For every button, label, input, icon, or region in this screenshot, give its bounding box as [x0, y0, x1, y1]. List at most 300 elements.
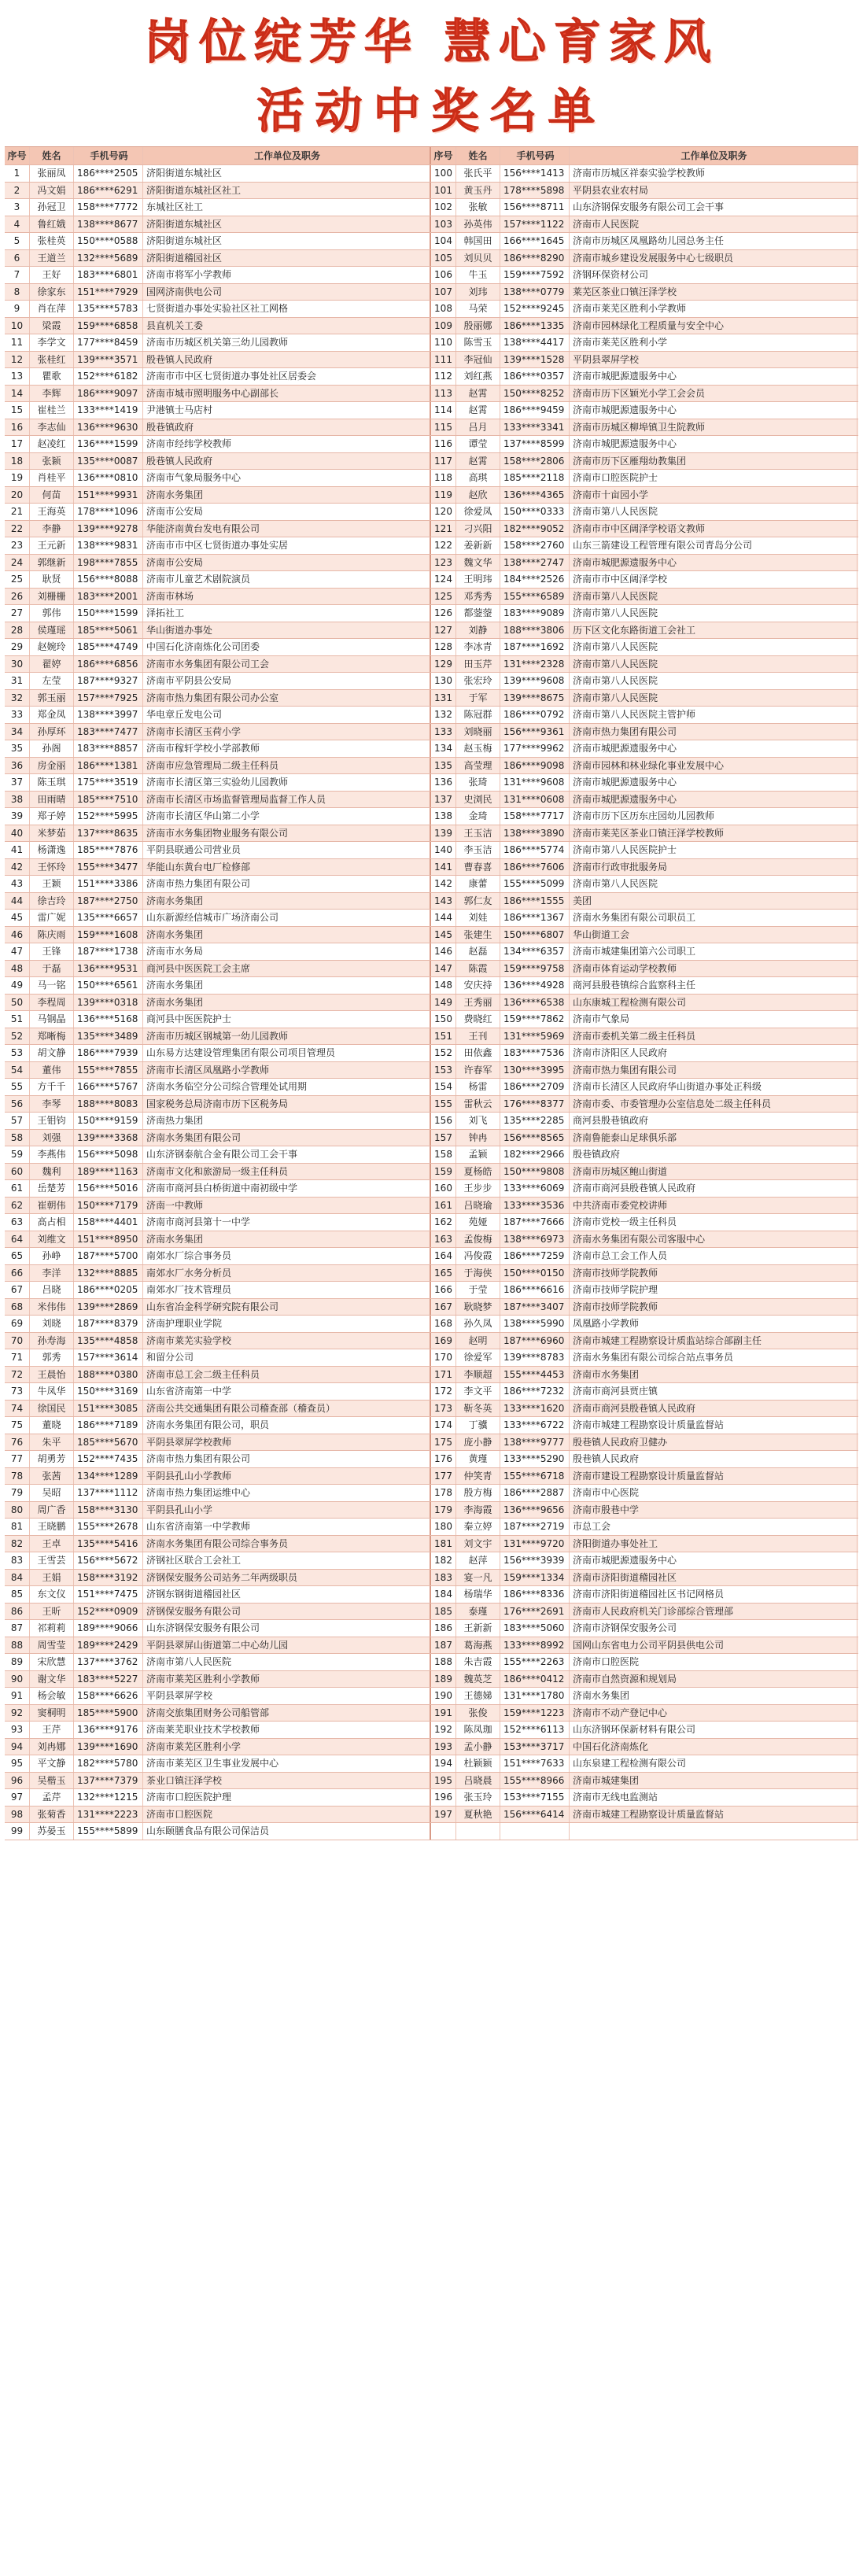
right-phone-cell: 156****1413	[500, 165, 570, 182]
right-name-cell: 刘飞	[456, 1113, 500, 1129]
left-no-cell: 25	[5, 571, 30, 588]
left-phone-cell: 152****5995	[74, 808, 143, 825]
left-org-cell: 济南市儿童艺术剧院演员	[143, 571, 431, 588]
left-phone-cell: 156****5098	[74, 1146, 143, 1163]
right-no-cell: 163	[431, 1231, 456, 1248]
right-org-cell: 殷巷镇人民政府	[570, 1451, 857, 1467]
left-no-cell: 9	[5, 301, 30, 317]
right-org-cell: 济南市人民医院	[570, 216, 857, 233]
left-name-cell: 左莹	[30, 673, 74, 689]
left-no-cell: 32	[5, 690, 30, 707]
left-name-cell: 郑金凤	[30, 707, 74, 723]
left-no-cell: 27	[5, 605, 30, 622]
right-name-cell: 邓秀秀	[456, 589, 500, 605]
left-org-cell: 济南水务集团	[143, 893, 431, 910]
right-org-cell: 济南市热力集团有限公司	[570, 1062, 857, 1079]
left-phone-cell: 158****6626	[74, 1688, 143, 1704]
left-org-cell: 济南市城市照明服务中心副部长	[143, 386, 431, 402]
right-no-cell: 127	[431, 622, 456, 639]
right-name-cell	[456, 1823, 500, 1840]
left-no-cell: 31	[5, 673, 30, 689]
right-no-cell: 136	[431, 774, 456, 791]
winners-table	[5, 146, 858, 1840]
right-org-cell: 济南市城肥源遗服务中心	[570, 740, 857, 757]
left-org-cell: 济南市平阴县公安局	[143, 673, 431, 689]
right-org-cell: 济南市不动产登记中心	[570, 1705, 857, 1722]
left-phone-cell: 137****3762	[74, 1654, 143, 1670]
left-org-cell: 济南市热力集团有限公司	[143, 1451, 431, 1467]
left-org-cell: 平阴县翠屏学校	[143, 1688, 431, 1704]
right-org-cell: 国网山东省电力公司平阴县供电公司	[570, 1637, 857, 1654]
right-phone-cell: 152****6113	[500, 1722, 570, 1738]
right-org-cell: 济南水务集团有限公司职员工	[570, 910, 857, 926]
left-no-cell: 37	[5, 774, 30, 791]
left-org-cell: 济南市将军小学教师	[143, 267, 431, 283]
right-phone-cell: 138****6973	[500, 1231, 570, 1248]
right-name-cell: 王明玮	[456, 571, 500, 588]
left-phone-cell: 178****1096	[74, 504, 143, 520]
right-name-cell: 吕晓晨	[456, 1773, 500, 1789]
right-no-cell: 139	[431, 825, 456, 842]
left-phone-cell: 188****8083	[74, 1096, 143, 1113]
right-name-cell: 陈凤珈	[456, 1722, 500, 1738]
table-row	[5, 386, 858, 403]
right-phone-cell: 138****9777	[500, 1434, 570, 1451]
right-no-cell: 108	[431, 301, 456, 317]
right-name-cell: 丁骥	[456, 1417, 500, 1434]
table-row	[5, 402, 858, 419]
right-name-cell: 马荣	[456, 301, 500, 317]
left-org-cell: 济南市市中区七贤街道办事处社区居委会	[143, 368, 431, 385]
left-no-cell: 73	[5, 1383, 30, 1400]
right-org-cell: 济南市城建集团	[570, 1773, 857, 1789]
right-phone-cell: 136****4928	[500, 977, 570, 994]
table-row	[5, 436, 858, 453]
left-no-cell: 99	[5, 1823, 30, 1840]
right-org-cell: 济南市城肥源遗服务中心	[570, 555, 857, 571]
right-no-cell: 158	[431, 1146, 456, 1163]
right-name-cell: 仲笑青	[456, 1468, 500, 1485]
left-phone-cell: 139****1690	[74, 1739, 143, 1755]
right-name-cell: 刘静	[456, 622, 500, 639]
right-phone-cell: 133****6722	[500, 1417, 570, 1434]
left-name-cell: 赵凌红	[30, 436, 74, 452]
left-name-cell: 王晨怡	[30, 1367, 74, 1383]
right-phone-cell: 150****8252	[500, 386, 570, 402]
right-phone-cell: 136****4365	[500, 487, 570, 504]
right-org-cell: 济阳街道办事处社工	[570, 1536, 857, 1552]
left-name-cell: 于磊	[30, 961, 74, 977]
right-no-cell: 118	[431, 470, 456, 486]
right-phone-cell: 139****9608	[500, 673, 570, 689]
right-no-cell: 189	[431, 1671, 456, 1688]
left-org-cell: 济钢社区联合工会社工	[143, 1552, 431, 1569]
right-phone-cell: 178****5898	[500, 183, 570, 199]
right-no-cell: 120	[431, 504, 456, 520]
table-row	[5, 301, 858, 318]
right-org-cell: 济南市技师学院护理	[570, 1282, 857, 1298]
right-phone-cell: 150****6807	[500, 927, 570, 943]
left-name-cell: 冯文娟	[30, 183, 74, 199]
right-phone-cell: 155****5099	[500, 876, 570, 892]
left-no-cell: 92	[5, 1705, 30, 1722]
right-no-cell: 103	[431, 216, 456, 233]
table-row	[5, 1604, 858, 1621]
right-phone-cell: 131****5969	[500, 1028, 570, 1045]
left-no-cell: 61	[5, 1180, 30, 1197]
right-name-cell: 韩国田	[456, 233, 500, 249]
right-org-cell: 济南市商河县殷巷镇人民政府	[570, 1401, 857, 1417]
right-phone-cell: 133****1620	[500, 1401, 570, 1417]
left-phone-cell: 136****5168	[74, 1011, 143, 1028]
table-row	[5, 1519, 858, 1536]
left-org-cell: 济南市莱芜实验学校	[143, 1333, 431, 1349]
table-row	[5, 808, 858, 825]
left-name-cell: 马一铭	[30, 977, 74, 994]
left-no-cell: 47	[5, 943, 30, 960]
right-name-cell: 魏英芝	[456, 1671, 500, 1688]
right-name-cell: 许春军	[456, 1062, 500, 1079]
left-no-cell: 26	[5, 589, 30, 605]
right-no-cell: 125	[431, 589, 456, 605]
right-org-cell: 济南市济钢保安服务公司	[570, 1620, 857, 1637]
left-org-cell: 济阳街道东城社区	[143, 216, 431, 233]
left-no-cell: 59	[5, 1146, 30, 1163]
table-row	[5, 1146, 858, 1164]
table-row	[5, 1198, 858, 1215]
left-no-cell: 72	[5, 1367, 30, 1383]
right-phone-cell: 133****3536	[500, 1198, 570, 1214]
left-name-cell: 吴楷玉	[30, 1773, 74, 1789]
left-no-cell: 39	[5, 808, 30, 825]
left-no-cell: 7	[5, 267, 30, 283]
left-name-cell: 张桂红	[30, 352, 74, 368]
table-row	[5, 199, 858, 216]
right-name-cell: 刘娃	[456, 910, 500, 926]
left-name-cell: 张颖	[30, 453, 74, 470]
right-org-cell: 济南市城肥源遗服务中心	[570, 436, 857, 452]
right-org-cell: 济南市市中区阔泽学校语文教师	[570, 521, 857, 537]
right-name-cell: 靳冬英	[456, 1401, 500, 1417]
right-no-cell: 173	[431, 1401, 456, 1417]
left-no-cell: 10	[5, 318, 30, 334]
table-row	[5, 1417, 858, 1434]
left-no-cell: 14	[5, 386, 30, 402]
left-phone-cell: 150****7179	[74, 1198, 143, 1214]
left-no-cell: 22	[5, 521, 30, 537]
left-phone-cell: 150****0588	[74, 233, 143, 249]
right-no-cell: 132	[431, 707, 456, 723]
table-row	[5, 183, 858, 200]
right-no-cell: 180	[431, 1519, 456, 1535]
left-no-cell: 15	[5, 402, 30, 419]
left-name-cell: 平文静	[30, 1755, 74, 1772]
left-org-cell: 山东易方达建设管理集团有限公司项目管理员	[143, 1045, 431, 1061]
left-name-cell: 胡勇芳	[30, 1451, 74, 1467]
right-no-cell: 193	[431, 1739, 456, 1755]
left-phone-cell: 158****7772	[74, 199, 143, 216]
right-phone-cell: 176****2691	[500, 1604, 570, 1620]
left-name-cell: 周广香	[30, 1502, 74, 1519]
left-no-cell: 93	[5, 1722, 30, 1738]
left-name-cell: 祁莉莉	[30, 1620, 74, 1637]
left-name-cell: 孙峥	[30, 1248, 74, 1264]
right-org-cell: 济南市第八人民医院	[570, 656, 857, 673]
right-no-cell: 165	[431, 1265, 456, 1282]
left-phone-cell: 152****7435	[74, 1451, 143, 1467]
header-org-right: 工作单位及职务	[570, 147, 857, 164]
right-org-cell: 济南市水务集团	[570, 1367, 857, 1383]
table-row	[5, 1688, 858, 1705]
left-org-cell: 殷巷镇人民政府	[143, 453, 431, 470]
left-no-cell: 11	[5, 334, 30, 351]
left-phone-cell: 139****3571	[74, 352, 143, 368]
right-phone-cell: 166****1645	[500, 233, 570, 249]
table-row	[5, 1823, 858, 1840]
table-row	[5, 352, 858, 369]
right-name-cell: 秦立婷	[456, 1519, 500, 1535]
left-name-cell: 孙阁	[30, 740, 74, 757]
right-org-cell: 济南市口腔医院	[570, 1654, 857, 1670]
right-org-cell: 济南市第八人民医院	[570, 876, 857, 892]
left-name-cell: 徐家东	[30, 284, 74, 301]
left-phone-cell: 183****2001	[74, 589, 143, 605]
right-no-cell: 142	[431, 876, 456, 892]
right-phone-cell: 185****2118	[500, 470, 570, 486]
left-no-cell: 12	[5, 352, 30, 368]
left-phone-cell: 139****2869	[74, 1299, 143, 1316]
left-name-cell: 董晓	[30, 1417, 74, 1434]
left-org-cell: 尹港镇士马店村	[143, 402, 431, 419]
right-org-cell: 济南市园林绿化工程质量与安全中心	[570, 318, 857, 334]
left-org-cell: 济南护理职业学院	[143, 1316, 431, 1332]
right-org-cell: 平阴县翠屏学校	[570, 352, 857, 368]
right-no-cell: 160	[431, 1180, 456, 1197]
left-org-cell: 济南市长清区市场监督管理局监督工作人员	[143, 792, 431, 808]
left-phone-cell: 157****7925	[74, 690, 143, 707]
left-no-cell: 36	[5, 758, 30, 774]
left-no-cell: 83	[5, 1552, 30, 1569]
right-org-cell: 美团	[570, 893, 857, 910]
left-name-cell: 崔朝伟	[30, 1198, 74, 1214]
left-phone-cell: 189****1163	[74, 1164, 143, 1180]
right-no-cell: 141	[431, 859, 456, 876]
right-no-cell: 110	[431, 334, 456, 351]
right-org-cell: 济南市长清区人民政府华山街道办事处正科级	[570, 1079, 857, 1095]
right-name-cell: 刘玮	[456, 284, 500, 301]
right-name-cell: 刁兴阳	[456, 521, 500, 537]
right-name-cell: 金琦	[456, 808, 500, 825]
table-row	[5, 1062, 858, 1079]
right-org-cell: 济南市口腔医院护士	[570, 470, 857, 486]
left-name-cell: 王雪芸	[30, 1552, 74, 1569]
right-phone-cell: 186****6616	[500, 1282, 570, 1298]
left-org-cell: 济南市水务集团物业服务有限公司	[143, 825, 431, 842]
right-name-cell: 陈雪玉	[456, 334, 500, 351]
left-org-cell: 济南市市中区七贤街道办事处实居	[143, 537, 431, 554]
left-no-cell: 8	[5, 284, 30, 301]
left-org-cell: 济南市莱芜区胜利小学教师	[143, 1671, 431, 1688]
table-row	[5, 1299, 858, 1316]
table-row	[5, 977, 858, 995]
right-org-cell: 济南市第八人民医院	[570, 690, 857, 707]
left-name-cell: 陈庆雨	[30, 927, 74, 943]
right-org-cell: 济南市第八人民医院	[570, 605, 857, 622]
table-row	[5, 1011, 858, 1028]
left-phone-cell: 139****0318	[74, 995, 143, 1011]
right-name-cell: 徐爱凤	[456, 504, 500, 520]
right-name-cell: 姜新新	[456, 537, 500, 554]
right-org-cell: 济南市城肥源遗服务中心	[570, 1552, 857, 1569]
table-row	[5, 910, 858, 927]
table-row	[5, 1468, 858, 1485]
table-row	[5, 1231, 858, 1249]
table-row	[5, 419, 858, 437]
right-name-cell: 李玉洁	[456, 842, 500, 858]
left-phone-cell: 135****5783	[74, 301, 143, 317]
left-name-cell: 李琴	[30, 1096, 74, 1113]
table-row	[5, 927, 858, 944]
left-no-cell: 46	[5, 927, 30, 943]
left-no-cell: 77	[5, 1451, 30, 1467]
right-phone-cell: 138****5990	[500, 1316, 570, 1332]
right-no-cell: 179	[431, 1502, 456, 1519]
left-phone-cell: 135****4858	[74, 1333, 143, 1349]
left-no-cell: 40	[5, 825, 30, 842]
left-no-cell: 66	[5, 1265, 30, 1282]
left-phone-cell: 151****7929	[74, 284, 143, 301]
left-name-cell: 王好	[30, 267, 74, 283]
left-org-cell: 济南水务集团有限公司综合事务员	[143, 1536, 431, 1552]
left-phone-cell: 185****4749	[74, 639, 143, 655]
left-name-cell: 牛凤华	[30, 1383, 74, 1400]
right-no-cell: 169	[431, 1333, 456, 1349]
table-row	[5, 724, 858, 741]
right-phone-cell: 131****2328	[500, 656, 570, 673]
right-no-cell: 182	[431, 1552, 456, 1569]
right-phone-cell: 159****7592	[500, 267, 570, 283]
right-phone-cell: 131****1780	[500, 1688, 570, 1704]
left-org-cell: 济南市长清区华山第二小学	[143, 808, 431, 825]
right-name-cell: 安庆持	[456, 977, 500, 994]
left-no-cell: 42	[5, 859, 30, 876]
table-row	[5, 1113, 858, 1130]
table-row	[5, 453, 858, 471]
left-org-cell: 济阳街道东城社区社工	[143, 183, 431, 199]
left-org-cell: 茶业口镇汪泽学校	[143, 1773, 431, 1789]
right-no-cell: 191	[431, 1705, 456, 1722]
right-no-cell: 146	[431, 943, 456, 960]
table-row	[5, 1620, 858, 1637]
left-name-cell: 孟芹	[30, 1789, 74, 1806]
left-org-cell: 济阳街道东城社区	[143, 165, 431, 182]
left-phone-cell: 136****0810	[74, 470, 143, 486]
right-org-cell: 中国石化济南炼化	[570, 1739, 857, 1755]
right-no-cell: 159	[431, 1164, 456, 1180]
right-no-cell: 185	[431, 1604, 456, 1620]
right-name-cell: 庞小静	[456, 1434, 500, 1451]
right-org-cell: 济南市历下区历东庄园幼儿园教师	[570, 808, 857, 825]
left-no-cell: 49	[5, 977, 30, 994]
right-no-cell: 143	[431, 893, 456, 910]
left-name-cell: 刘冉娜	[30, 1739, 74, 1755]
right-org-cell: 济南市第八人民医院	[570, 639, 857, 655]
left-no-cell: 4	[5, 216, 30, 233]
left-org-cell: 平阴县孔山小学教师	[143, 1468, 431, 1485]
right-name-cell: 陈霞	[456, 961, 500, 977]
right-no-cell: 109	[431, 318, 456, 334]
right-no-cell: 183	[431, 1570, 456, 1586]
right-org-cell: 济南市莱芜区胜利小学教师	[570, 301, 857, 317]
right-phone-cell: 150****0150	[500, 1265, 570, 1282]
right-org-cell: 济南市历城区鲍山街道	[570, 1164, 857, 1180]
left-name-cell: 东文仪	[30, 1586, 74, 1603]
left-org-cell: 县直机关工委	[143, 318, 431, 334]
right-phone-cell: 159****7862	[500, 1011, 570, 1028]
right-org-cell: 济南市历下区雁翔幼教集团	[570, 453, 857, 470]
left-name-cell: 李程周	[30, 995, 74, 1011]
right-no-cell: 123	[431, 555, 456, 571]
left-name-cell: 刘维文	[30, 1231, 74, 1248]
right-no-cell: 156	[431, 1113, 456, 1129]
left-name-cell: 鲁红娥	[30, 216, 74, 233]
table-row	[5, 487, 858, 504]
table-row	[5, 1164, 858, 1181]
left-no-cell: 76	[5, 1434, 30, 1451]
left-org-cell: 济南水务集团有限公司，职员	[143, 1417, 431, 1434]
left-phone-cell: 155****3477	[74, 859, 143, 876]
right-org-cell: 华山街道工会	[570, 927, 857, 943]
left-phone-cell: 183****8857	[74, 740, 143, 757]
right-org-cell: 济南市第八人民医院主管护师	[570, 707, 857, 723]
left-no-cell: 29	[5, 639, 30, 655]
right-name-cell: 雷秋云	[456, 1096, 500, 1113]
left-org-cell: 济南市应急管理局二级主任科员	[143, 758, 431, 774]
right-no-cell: 174	[431, 1417, 456, 1434]
left-phone-cell: 132****5689	[74, 250, 143, 267]
table-row	[5, 284, 858, 301]
left-phone-cell: 155****7855	[74, 1062, 143, 1079]
left-phone-cell: 132****1215	[74, 1789, 143, 1806]
left-name-cell: 米梦茹	[30, 825, 74, 842]
right-no-cell: 148	[431, 977, 456, 994]
right-org-cell	[570, 1823, 857, 1840]
right-org-cell: 济南市无线电监测站	[570, 1789, 857, 1806]
right-phone-cell: 139****8783	[500, 1349, 570, 1366]
right-no-cell: 190	[431, 1688, 456, 1704]
left-no-cell: 21	[5, 504, 30, 520]
right-org-cell: 济南市建设工程勘察设计质量监督站	[570, 1468, 857, 1485]
right-name-cell: 费晓红	[456, 1011, 500, 1028]
right-name-cell: 泰瑾	[456, 1604, 500, 1620]
right-org-cell: 商河县殷巷镇政府	[570, 1113, 857, 1129]
left-phone-cell: 159****6858	[74, 318, 143, 334]
right-name-cell: 殷方梅	[456, 1485, 500, 1501]
table-row	[5, 233, 858, 250]
left-org-cell: 济南市热力集团有限公司办公室	[143, 690, 431, 707]
left-no-cell: 51	[5, 1011, 30, 1028]
table-row	[5, 740, 858, 758]
right-name-cell: 宴一凡	[456, 1570, 500, 1586]
left-phone-cell: 139****3368	[74, 1130, 143, 1146]
right-org-cell: 济南市体育运动学校教师	[570, 961, 857, 977]
left-no-cell: 16	[5, 419, 30, 436]
right-name-cell: 孟颖	[456, 1146, 500, 1163]
left-org-cell: 济南一中教师	[143, 1198, 431, 1214]
left-name-cell: 田雨晴	[30, 792, 74, 808]
header-name-left: 姓名	[30, 147, 74, 164]
table-row	[5, 842, 858, 859]
